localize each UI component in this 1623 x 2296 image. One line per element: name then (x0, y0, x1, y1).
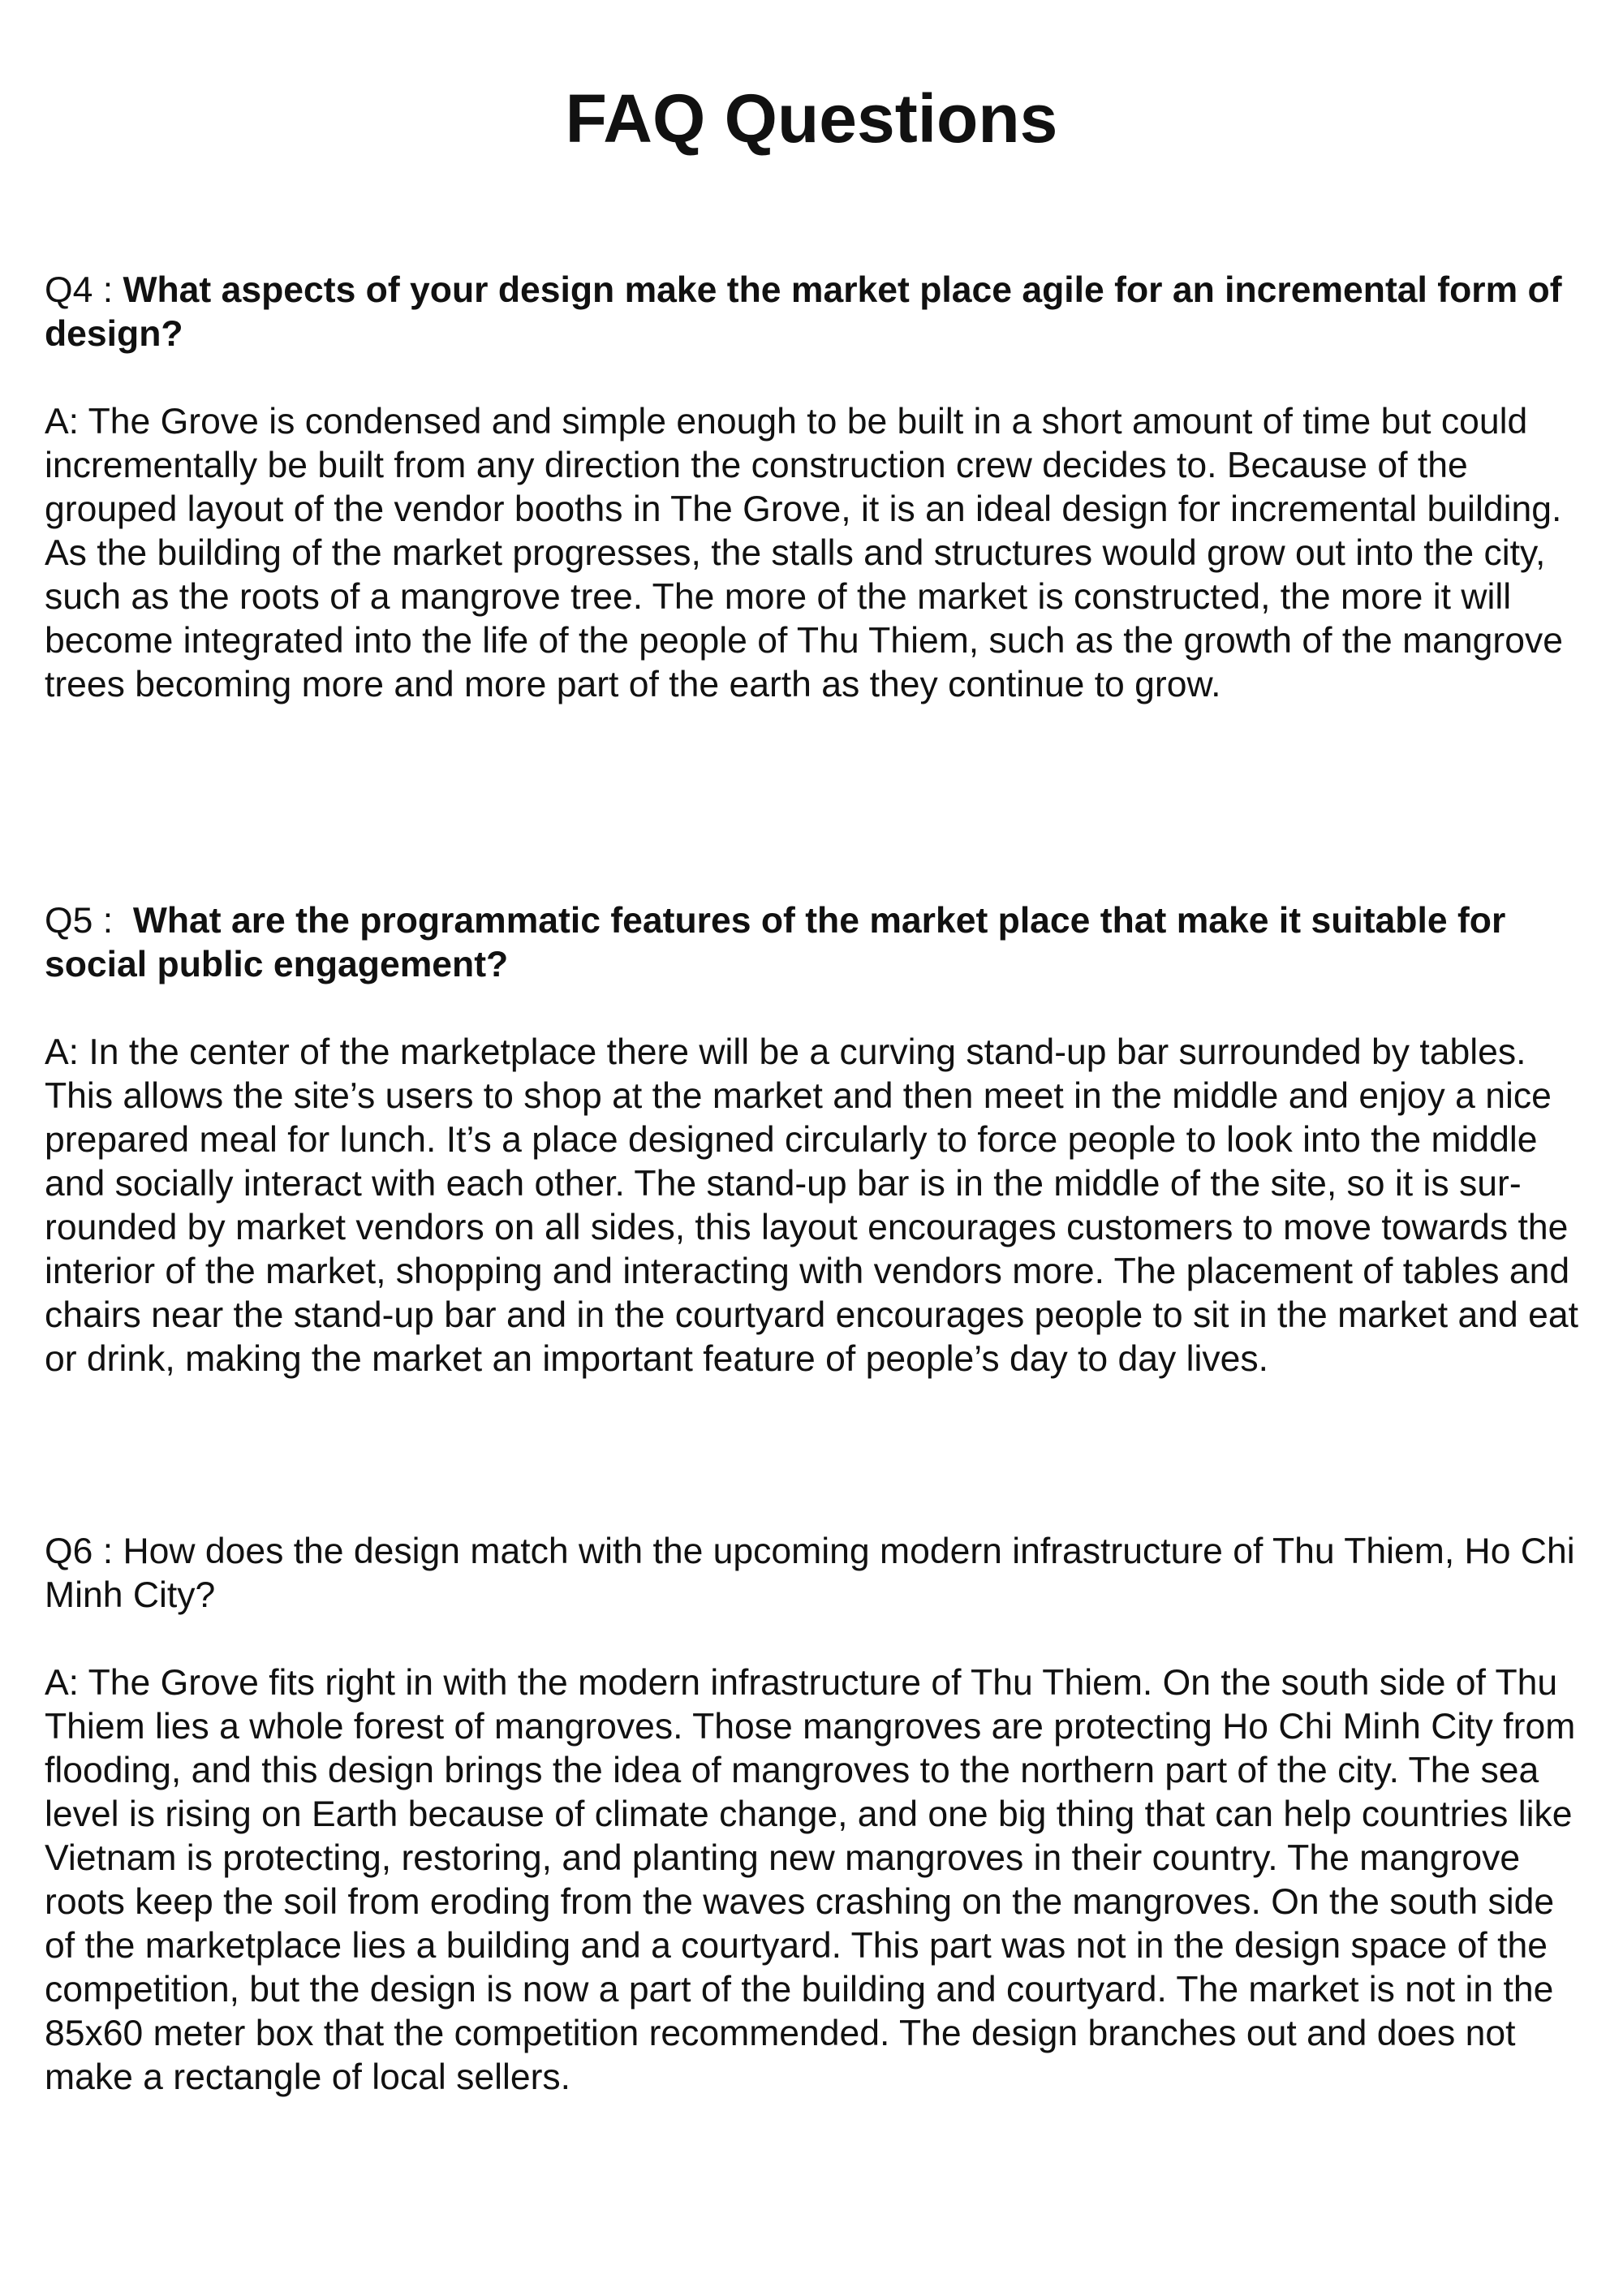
question-prefix: Q6 : (45, 1531, 123, 1571)
faq-item-q4 (45, 269, 1586, 707)
page-title: FAQ Questions (565, 80, 1058, 157)
faq-question (45, 899, 1586, 987)
faq-answer: A: In the center of the marketplace there will be a curving stand-up bar surrounded by tables. This allows the site’s users to shop at the market and then meet in the middle and enjoy a nice prepared meal for lunch. It’s a place designed circularly to force people to look into the middle and socially interact with each other. The stand-up bar is in the middle of the site, so it is sur-rounded by market vendors on all sides, this layout encourages customers to move towards the interior of the market, shopping and interacting with vendors more. The placement of tables and chairs near the stand-up bar and in the courtyard encourages people to sit in the market and eat or drink, making the market an important feature of people’s day to day lives. (45, 1032, 1578, 1379)
faq-item-q6 (45, 1530, 1586, 2100)
question-prefix: Q5 : (45, 901, 133, 941)
question-text: What aspects of your design make the market place agile for an incremental form of design? (45, 270, 1562, 354)
faq-question (45, 269, 1586, 356)
question-text: How does the design match with the upcoming modern infrastructure of Thu Thiem, Ho Chi Minh City? (45, 1531, 1575, 1615)
faq-question (45, 1530, 1586, 1618)
question-text: What are the programmatic features of the market place that make it suitable for social public engagement? (45, 901, 1506, 984)
faq-answer: A: The Grove is condensed and simple enough to be built in a short amount of time but could incrementally be built from any direction the construction crew decides to. Because of the grouped layout of the vendor booths in The Grove, it is an ideal design for incremental building. As the building of the market progresses, the stalls and structures would grow out into the city, such as the roots of a mangrove tree. The more of the market is constructed, the more it will become integrated into the life of the people of Thu Thiem, such as the growth of the mangrove trees becoming more and more part of the earth as they continue to grow. (45, 402, 1563, 704)
faq-answer: A: The Grove fits right in with the modern infrastructure of Thu Thiem. On the south side of Thu Thiem lies a whole forest of mangroves. Those mangroves are protecting Ho Chi Minh City from flooding, and this design brings the idea of mangroves to the northern part of the city. The sea level is rising on Earth because of climate change, and one big thing that can help countries like Vietnam is protecting, restoring, and planting new mangroves in their country. The mangrove roots keep the soil from eroding from the waves crashing on the mangroves. On the south side of the marketplace lies a building and a courtyard. This part was not in the design space of the competition, but the design is now a part of the building and courtyard. The market is not in the 85x60 meter box that the competition recommended. The design branches out and does not make a rectangle of local sellers. (45, 1663, 1576, 2097)
question-prefix: Q4 : (45, 270, 123, 310)
faq-item-q5 (45, 899, 1586, 1381)
